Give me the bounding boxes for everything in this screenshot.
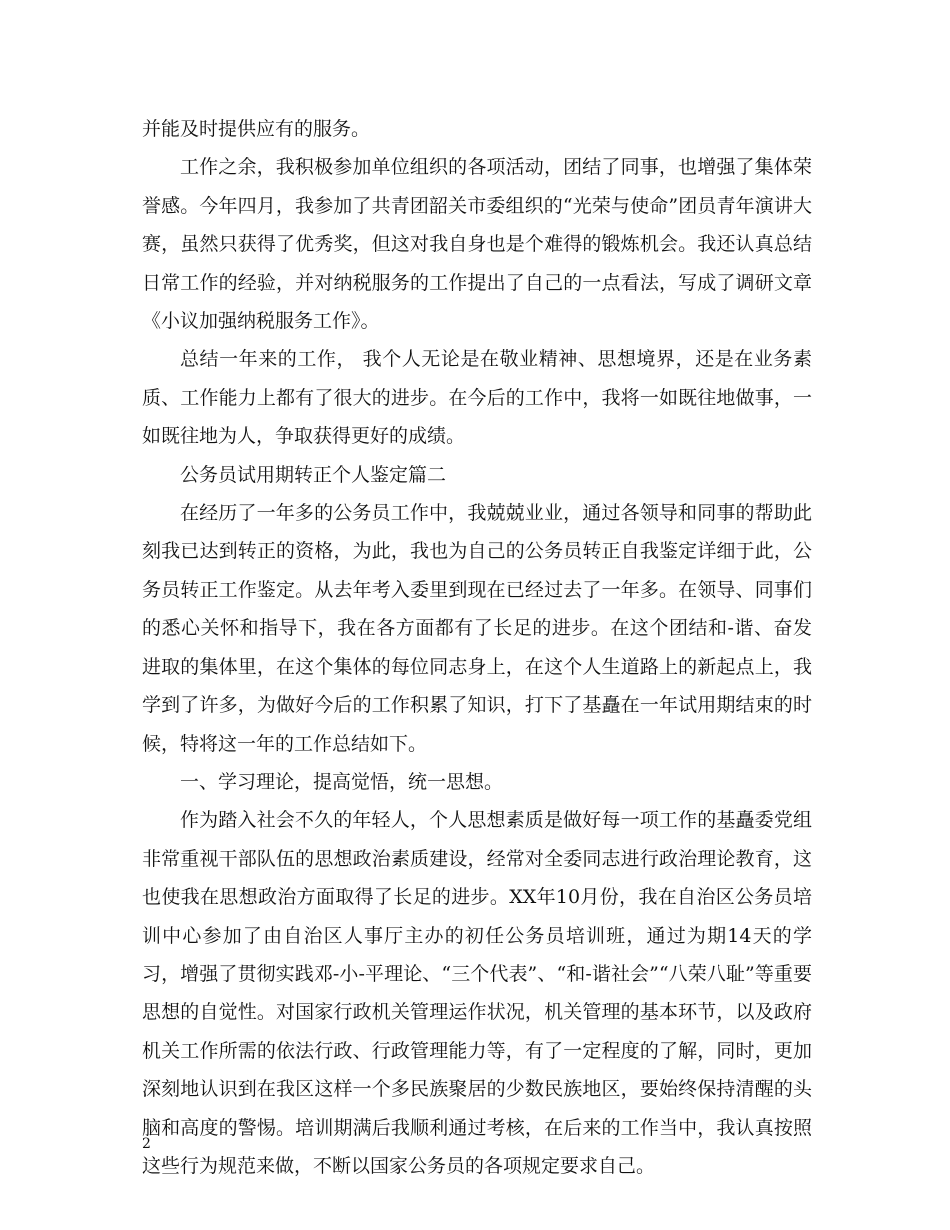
section-heading: 公务员试用期转正个人鉴定篇二 (180, 463, 447, 486)
paragraph-5: 作为踏入社会不久的年轻人，个人思想素质是做好每一项工作的基矗委党组非常重视干部队伍的思想政治素质建设，经常对全委同志进行政治理论教育，这也使我在思想政治方面取得了长足的进步。XX年10月份，我在自治区公务员培训中心参加了由自治区人事厅主办的初任公务员培训班，通过为期14天的学习，增强了贯彻实践邓-小-平理论、“三个代表”、“和-谐社会”“八荣八耻”等重要思想的自觉性。对国家行政机关管理运作状况，机关管理的基本环节，以及政府机关工作所需的依法行政、行政管理能力等，有了一定程度的了解，同时，更加深刻地认识到在我区这样一个多民族聚居的少数民族地区，要始终保持清醒的头脑和高度的警惕。培训期满后我顺利通过考核，在后来的工作当中，我认真按照这些行为规范来做，不断以国家公务员的各项规定要求自己。 (142, 809, 812, 1177)
paragraph-1: 并能及时提供应有的服务。 (142, 118, 371, 140)
paragraph-3: 总结一年来的工作， 我个人无论是在敬业精神、思想境界，还是在业务素质、工作能力上都有了很大的进步。在今后的工作中，我将一如既往地做事，一如既往地为人，争取获得更好的成绩。 (142, 348, 812, 448)
page-number: 2 (142, 1136, 151, 1152)
paragraph-2: 工作之余，我积极参加单位组织的各项活动，团结了同事，也增强了集体荣誉感。今年四月，我参加了共青团韶关市委组织的“光荣与使命”团员青年演讲大赛，虽然只获得了优秀奖，但这对我自身也是个难得的锻炼机会。我还认真总结日常工作的经验，并对纳税服务的工作提出了自己的一点看法，写成了调研文章《小议加强纳税服务工作》。 (142, 156, 812, 333)
document-body (142, 110, 812, 1185)
paragraph-4: 在经历了一年多的公务员工作中，我兢兢业业，通过各领导和同事的帮助此刻我已达到转正的资格，为此，我也为自己的公务员转正自我鉴定详细于此，公务员转正工作鉴定。从去年考入委里到现在已经过去了一年多。在领导、同事们的悉心关怀和指导下，我在各方面都有了长足的进步。在这个团结和-谐、奋发进取的集体里，在这个集体的每位同志身上，在这个人生道路上的新起点上，我学到了许多，为做好今后的工作积累了知识，打下了基矗在一年试用期结束的时候，特将这一年的工作总结如下。 (142, 502, 812, 755)
subsection-heading: 一、学习理论，提高觉悟，统一思想。 (180, 770, 504, 793)
